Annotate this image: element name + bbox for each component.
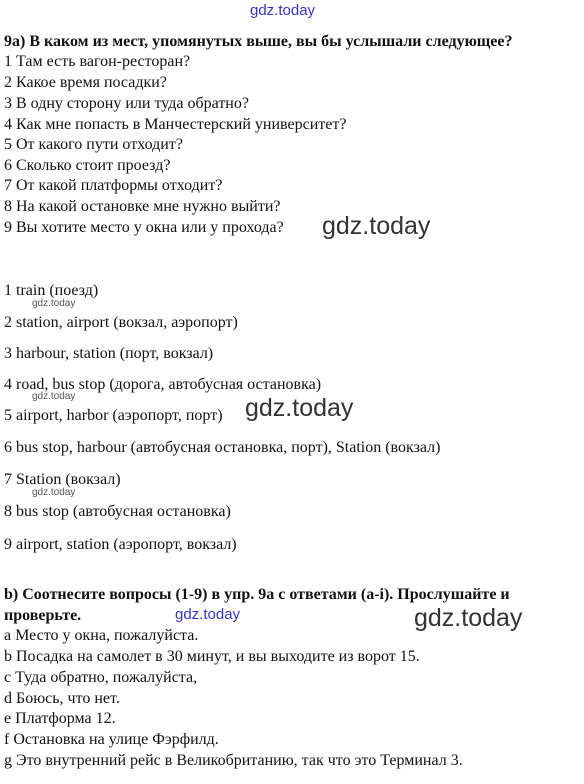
answer-2: 2 station, airport (вокзал, аэропорт) [4,314,238,331]
item-a: a Место у окна, пожалуйста. [4,627,199,644]
question-9: 9 Вы хотите место у окна или у прохода? [4,219,284,236]
question-6: 6 Сколько стоит проезд? [4,157,171,174]
watermark-big-1: gdz.today [322,212,431,240]
answer-8: 8 bus stop (автобусная остановка) [4,503,231,520]
watermark-small-1: gdz.today [32,298,76,309]
item-f: f Остановка на улице Фэрфилд. [4,731,219,748]
watermark-small-2: gdz.today [32,391,76,402]
question-8: 8 На какой остановке мне нужно выйти? [4,198,281,215]
watermark-big-3: gdz.today [414,604,523,632]
item-g: g Это внутренний рейс в Великобританию, так что это Терминал 3. [4,752,463,769]
item-d: d Боюсь, что нет. [4,690,120,707]
watermark-big-2: gdz.today [245,394,354,422]
task-b-heading-line-1: b) Соотнесите вопросы (1-9) в упр. 9а с ответами (a-i). Прослушайте и [4,586,510,603]
item-e: e Платформа 12. [4,710,116,727]
question-4: 4 Как мне попасть в Манчестерский университет? [4,116,347,133]
task-a-heading: 9a) В каком из мест, упомянутых выше, вы бы услышали следующее? [4,33,513,50]
question-1: 1 Там есть вагон-ресторан? [4,53,191,70]
question-2: 2 Какое время посадки? [4,74,167,91]
item-b: b Посадка на самолет в 30 минут, и вы выходите из ворот 15. [4,648,420,665]
question-7: 7 От какой платформы отходит? [4,177,223,194]
watermark-small-3: gdz.today [32,487,76,498]
question-3: 3 В одну сторону или туда обратно? [4,95,249,112]
watermark-mid: gdz.today [175,606,241,623]
task-b-heading-line-2: проверьте. [4,607,82,624]
answer-1: 1 train (поезд) [4,282,99,299]
answer-4: 4 road, bus stop (дорога, автобусная остановка) [4,376,322,393]
answer-7: 7 Station (вокзал) [4,471,121,488]
item-c: c Туда обратно, пожалуйста, [4,669,198,686]
question-5: 5 От какого пути отходит? [4,136,183,153]
answer-6: 6 bus stop, harbour (автобусная остановка, порт), Station (вокзал) [4,439,441,456]
watermark-top: gdz.today [250,2,316,19]
answer-9: 9 airport, station (аэропорт, вокзал) [4,536,237,553]
answer-5: 5 airport, harbor (аэропорт, порт) [4,407,223,424]
answer-3: 3 harbour, station (порт, вокзал) [4,345,214,362]
